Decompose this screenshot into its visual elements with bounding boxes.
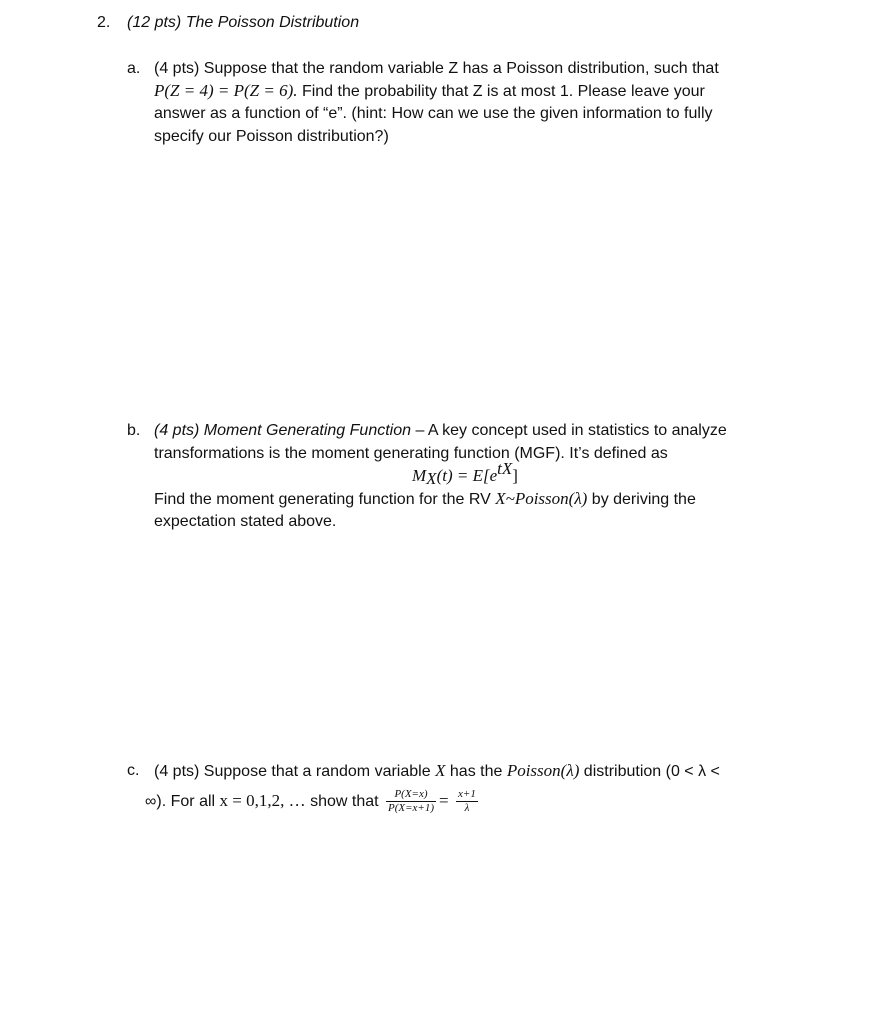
part-c-var: X	[435, 761, 446, 780]
formula-sup: tX	[497, 459, 513, 478]
formula-end: ]	[512, 466, 518, 485]
ratio-numerator: P(X=x)	[386, 788, 436, 802]
part-a-letter: a.	[127, 60, 141, 77]
result-fraction	[456, 788, 478, 815]
part-b-line2: transformations is the moment generating function (MGF). It’s defined as	[154, 445, 668, 462]
formula-x-sub: X	[426, 469, 437, 488]
part-a-line1	[154, 58, 719, 80]
part-c-line1-mid: has the	[445, 763, 507, 780]
mgf-formula	[412, 459, 518, 488]
part-b-line1-rest: – A key concept used in statistics to analyze	[411, 422, 727, 439]
part-b-letter: b.	[127, 422, 141, 439]
part-b-heading: (4 pts) Moment Generating Function	[154, 422, 412, 439]
equals-sign: =	[439, 791, 449, 810]
part-b-line4-math: X~Poisson(λ)	[495, 489, 588, 508]
result-numerator: x+1	[458, 788, 476, 801]
question-title: (12 pts) The Poisson Distribution	[127, 14, 360, 31]
part-c-line2-math: x = 0,1,2, …	[219, 791, 306, 810]
part-c-line1-pre: Suppose that a random variable	[203, 763, 436, 780]
part-a-text: Suppose that the random variable Z has a Poisson distribution, such that	[203, 60, 719, 77]
part-a-line3: answer as a function of “e”. (hint: How can we use the given information to fully	[154, 105, 713, 122]
part-a-math: P(Z = 4) = P(Z = 6).	[154, 81, 298, 100]
part-c-letter: c.	[127, 762, 140, 779]
formula-m: M	[412, 466, 427, 485]
part-c-line2-pre: ∞). For all	[145, 793, 220, 810]
question-number: 2.	[97, 14, 111, 31]
part-a-line4: specify our Poisson distribution?)	[154, 128, 389, 145]
part-b-line1	[154, 420, 727, 442]
part-b-line4	[154, 488, 696, 511]
part-a-points: (4 pts)	[154, 60, 200, 77]
part-a-line2-text: Find the probability that Z is at most 1. Please leave your	[297, 83, 705, 100]
part-c-dist: Poisson(λ)	[506, 761, 580, 780]
part-c-line2	[145, 786, 481, 817]
ratio-denominator: P(X=x+1)	[388, 802, 434, 815]
part-c-line1-post: distribution (0 < λ <	[579, 763, 720, 780]
result-denominator: λ	[464, 802, 470, 815]
part-a-line2	[154, 80, 705, 103]
part-b-line4-pre: Find the moment generating function for the RV	[154, 491, 496, 508]
part-c-line1	[154, 760, 720, 783]
part-c-line2-mid: show that	[305, 793, 383, 810]
part-c-points: (4 pts)	[154, 763, 200, 780]
formula-mid: (t) = E[e	[436, 466, 498, 485]
ratio-fraction	[386, 788, 436, 815]
part-b-line4-post: by deriving the	[587, 491, 696, 508]
part-b-line5: expectation stated above.	[154, 513, 337, 530]
